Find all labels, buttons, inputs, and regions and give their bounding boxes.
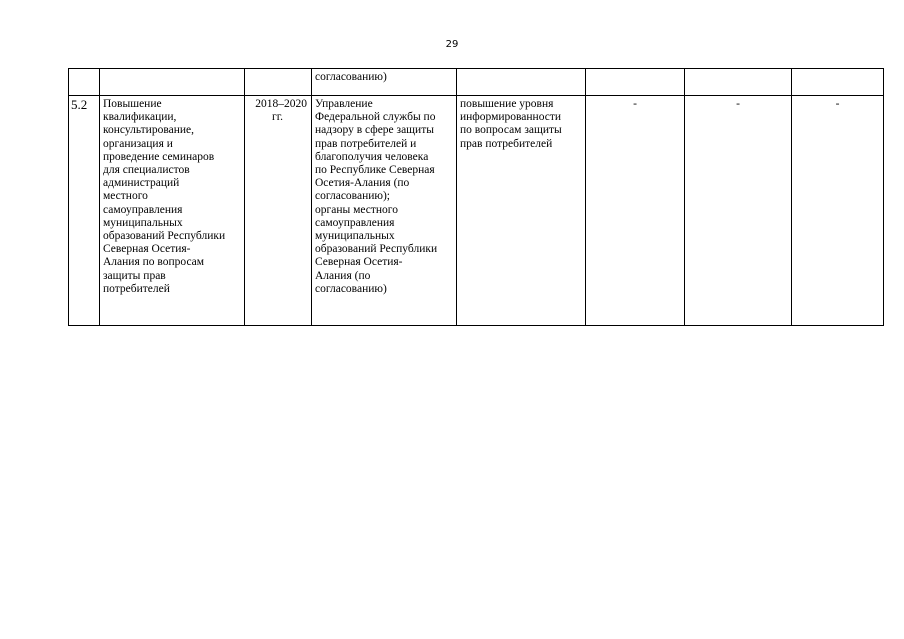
cell-num-empty <box>69 69 100 96</box>
cell-value1: - <box>586 96 685 326</box>
cell-result: повышение уровня информированности по вопросам защиты прав потребителей <box>457 96 586 326</box>
cell-value2: - <box>685 96 792 326</box>
cell-value2-empty <box>685 69 792 96</box>
cell-activity: Повышение квалификации, консультирование, организация и проведение семинаров для специалистов администраций местного самоуправления муниципальных образований Республики Северная Осетия- Алания по вопросам защиты прав потребителей <box>100 96 245 326</box>
table-row <box>69 96 884 326</box>
period-years: 2018–2020 <box>255 98 307 110</box>
cell-period <box>245 96 312 326</box>
cell-executor-continued: согласованию) <box>312 69 457 96</box>
period-suffix: гг. <box>271 111 283 124</box>
cell-result-empty <box>457 69 586 96</box>
measures-table <box>68 68 884 326</box>
cell-executor: Управление Федеральной службы по надзору в сфере защиты прав потребителей и благополучия человека по Республике Северная Осетия-Алания (по согласованию); органы местного самоуправления муниципальных образований Республики Северная Осетия- Алания (по согласованию) <box>312 96 457 326</box>
table-row-continued <box>69 69 884 96</box>
cell-value3: - <box>792 96 884 326</box>
cell-period-empty <box>245 69 312 96</box>
cell-num: 5.2 <box>69 96 100 326</box>
cell-value3-empty <box>792 69 884 96</box>
page-number: 29 <box>445 39 459 50</box>
cell-value1-empty <box>586 69 685 96</box>
cell-activity-empty <box>100 69 245 96</box>
